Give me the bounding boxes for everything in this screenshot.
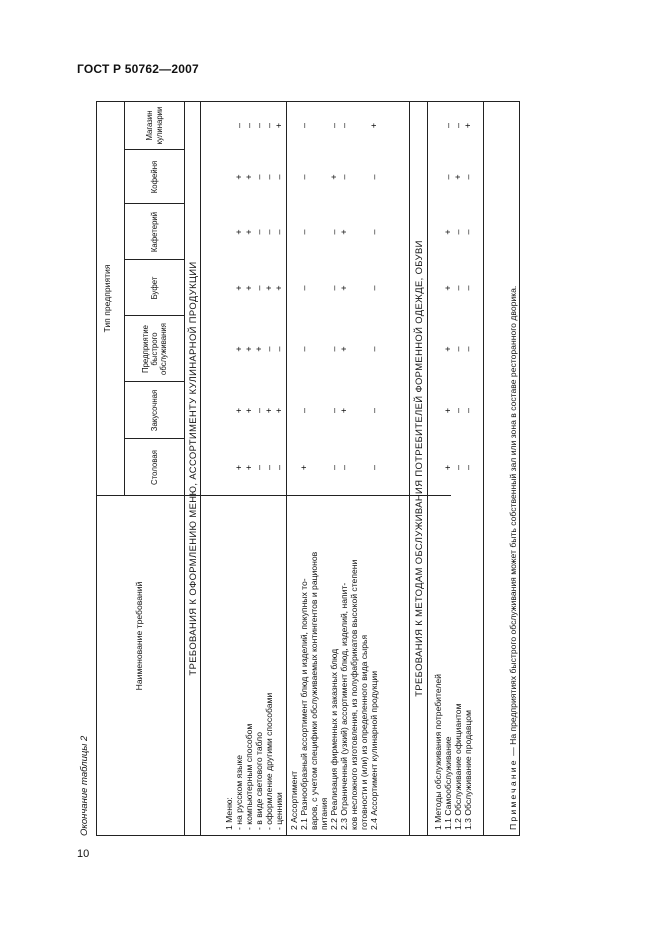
table-cell-mark: – <box>254 408 264 414</box>
table-cell-mark: – <box>339 123 349 129</box>
methods-line: 1.2 Обслуживание официантом <box>453 703 463 830</box>
menu-line: - оформление другими способами <box>264 692 274 830</box>
table-border-top <box>96 101 97 836</box>
table-cell-mark: – <box>443 123 453 129</box>
methods-line: 1.1 Самообслуживание <box>443 736 453 830</box>
table-cell-mark: – <box>299 229 309 235</box>
table-cell-mark: + <box>443 464 453 471</box>
table-cell-mark: + <box>244 407 254 414</box>
table-cell-mark: – <box>299 408 309 414</box>
col-header-kofeynya: Кофейня <box>149 160 159 194</box>
table-cell-mark: – <box>339 465 349 471</box>
assortment-line: 2.1 Разнообразный ассортимент блюд и изделий, покупных то- <box>299 578 309 830</box>
assortment-line: 2 Ассортимент <box>289 770 299 830</box>
col-header-kafeteriy: Кафетерий <box>149 211 159 253</box>
table-cell-mark: – <box>453 346 463 352</box>
table-cell-mark: – <box>329 346 339 352</box>
note-label: Примечание <box>508 758 518 830</box>
table-cell-mark: + <box>264 285 274 291</box>
table-cell-mark: + <box>274 122 284 129</box>
section-service-methods-title: ТРЕБОВАНИЯ К МЕТОДАМ ОБСЛУЖИВАНИЯ ПОТРЕБИТЕЛЕЙ ФОРМЕННОЙ ОДЕЖДЕ, ОБУВИ <box>413 240 424 697</box>
methods-line: 1.3 Обслуживание продавцом <box>463 710 473 830</box>
table-cell-mark: – <box>264 123 274 129</box>
methods-line: 1 Методы обслуживания потребителей <box>433 674 443 830</box>
col-header-fast-service: Предприятие быстрого обслуживания <box>140 323 169 375</box>
table-cell-mark: – <box>443 174 453 180</box>
table-cell-mark: + <box>443 285 453 291</box>
table-cell-mark: – <box>274 346 284 352</box>
section-band-1-left <box>200 101 201 836</box>
table-cell-mark: + <box>443 407 453 414</box>
name-column-divider <box>184 101 185 836</box>
table-cell-mark: – <box>299 123 309 129</box>
table-cell-mark: + <box>234 464 244 471</box>
col-header-magazin-kulinarii: Магазин кулинарии <box>145 106 164 145</box>
table-cell-mark: – <box>329 229 339 235</box>
table-cell-mark: – <box>369 346 379 352</box>
assortment-line: 2.3 Ограниченный (узкий) ассортимент блюд, изделий, напит- <box>339 582 349 830</box>
menu-line: - в виде светового табло <box>254 731 264 830</box>
note-text: — На предприятиях быстрого обслуживания может быть собственный зал или зона в составе ресторанного дворика. <box>508 285 518 759</box>
table-cell-mark: – <box>299 346 309 352</box>
table-cell-mark: – <box>254 123 264 129</box>
col-header-stolovaya: Столовая <box>149 450 159 485</box>
table-cell-mark: + <box>463 122 473 129</box>
table-cell-mark: – <box>463 408 473 414</box>
table-cell-mark: + <box>234 407 244 414</box>
name-column-header: Наименование требований <box>134 581 144 691</box>
table-cell-mark: – <box>244 123 254 129</box>
table-cell-mark: + <box>234 229 244 235</box>
menu-line: - ценники <box>274 792 284 830</box>
table-cell-mark: – <box>264 229 274 235</box>
table-note <box>508 286 518 830</box>
table-cell-mark: – <box>369 408 379 414</box>
table-cell-mark: – <box>463 229 473 235</box>
assortment-line: ков несложного изготовления, из полуфабрикатов высокой степени <box>349 559 359 830</box>
section-band-2-bottom <box>427 101 428 836</box>
type-header: Тип предприятия <box>102 264 112 333</box>
page-number: 10 <box>77 848 90 860</box>
section-menu-assortment-title: ТРЕБОВАНИЯ К ОФОРМЛЕНИЮ МЕНЮ, АССОРТИМЕНТУ КУЛИНАРНОЙ ПРОДУКЦИИ <box>187 261 198 676</box>
table-cell-mark: – <box>329 123 339 129</box>
table-cell-mark: – <box>329 408 339 414</box>
table-cell-mark: + <box>339 229 349 235</box>
table-cell-mark: + <box>234 285 244 291</box>
rotated-table-page <box>78 96 526 836</box>
table-cell-mark: – <box>274 465 284 471</box>
table-cell-mark: – <box>453 229 463 235</box>
table-cell-mark: – <box>463 174 473 180</box>
col-header-bufet: Буфет <box>149 276 159 300</box>
table-cell-mark: + <box>234 346 244 352</box>
table-cell-mark: + <box>254 346 264 352</box>
table-cell-mark: – <box>463 346 473 352</box>
table-border-left <box>96 835 520 836</box>
table-cell-mark: + <box>443 229 453 235</box>
table-cell-mark: – <box>453 408 463 414</box>
assortment-line: готовности и (или) из определенного вида сырья <box>359 634 369 830</box>
table-cell-mark: – <box>274 174 284 180</box>
assortment-line: варов, с учетом специфики обслуживаемых контингентов и рационов <box>309 551 319 830</box>
table-cell-mark: + <box>453 174 463 180</box>
table-cell-mark: + <box>264 407 274 414</box>
table-cell-mark: + <box>339 407 349 414</box>
table-cell-mark: + <box>369 122 379 129</box>
table-cell-mark: – <box>254 285 264 291</box>
menu-line: 1 Меню: <box>224 797 234 830</box>
table-cell-mark: + <box>234 174 244 180</box>
table-cell-mark: + <box>339 346 349 352</box>
table-cell-mark: – <box>453 465 463 471</box>
table-cell-mark: – <box>234 123 244 129</box>
document-header: ГОСТ Р 50762—2007 <box>77 62 199 76</box>
table-cell-mark: – <box>254 229 264 235</box>
table-cell-mark: + <box>329 174 339 180</box>
table-cell-mark: + <box>274 285 284 291</box>
table-cell-mark: – <box>299 285 309 291</box>
table-cell-mark: – <box>264 465 274 471</box>
table-cell-mark: – <box>453 285 463 291</box>
table-cell-mark: – <box>254 174 264 180</box>
table-cell-mark: – <box>369 229 379 235</box>
table-border-bottom <box>519 101 520 836</box>
table-cell-mark: – <box>264 346 274 352</box>
table-cell-mark: + <box>274 407 284 414</box>
table-cell-mark: – <box>329 285 339 291</box>
col-header-zakusochnaya: Закусочная <box>149 389 159 432</box>
table-cell-mark: – <box>369 174 379 180</box>
table-cell-mark: + <box>244 174 254 180</box>
row-divider-menu <box>286 101 287 836</box>
note-line <box>483 101 484 836</box>
table-cell-mark: + <box>443 346 453 352</box>
assortment-line: питания <box>319 797 329 830</box>
table-cell-mark: – <box>453 123 463 129</box>
table-cell-mark: – <box>299 174 309 180</box>
table-cell-mark: – <box>369 285 379 291</box>
table-cell-mark: – <box>329 465 339 471</box>
table-caption: Окончание таблицы 2 <box>79 735 90 836</box>
table-cell-mark: – <box>369 465 379 471</box>
table-cell-mark: – <box>463 465 473 471</box>
table-cell-mark: + <box>299 464 309 471</box>
section1-band-top <box>184 835 185 836</box>
section-band-2-top <box>409 101 410 836</box>
table-cell-mark: – <box>274 229 284 235</box>
table-cell-mark: – <box>463 285 473 291</box>
assortment-line: 2.2 Реализация фирменных и заказных блюд <box>329 648 339 830</box>
menu-line: - компьютерным способом <box>244 723 254 830</box>
table-cell-mark: + <box>244 285 254 291</box>
table-cell-mark: – <box>339 174 349 180</box>
table-cell-mark: + <box>244 346 254 352</box>
table-cell-mark: + <box>339 285 349 291</box>
table-cell-mark: + <box>244 229 254 235</box>
table-cell-mark: – <box>264 174 274 180</box>
table-cell-mark: + <box>244 464 254 471</box>
assortment-line: 2.4 Ассортимент кулинарной продукции <box>369 670 379 830</box>
menu-line: - на русском языке <box>234 755 244 830</box>
table-cell-mark: – <box>254 465 264 471</box>
